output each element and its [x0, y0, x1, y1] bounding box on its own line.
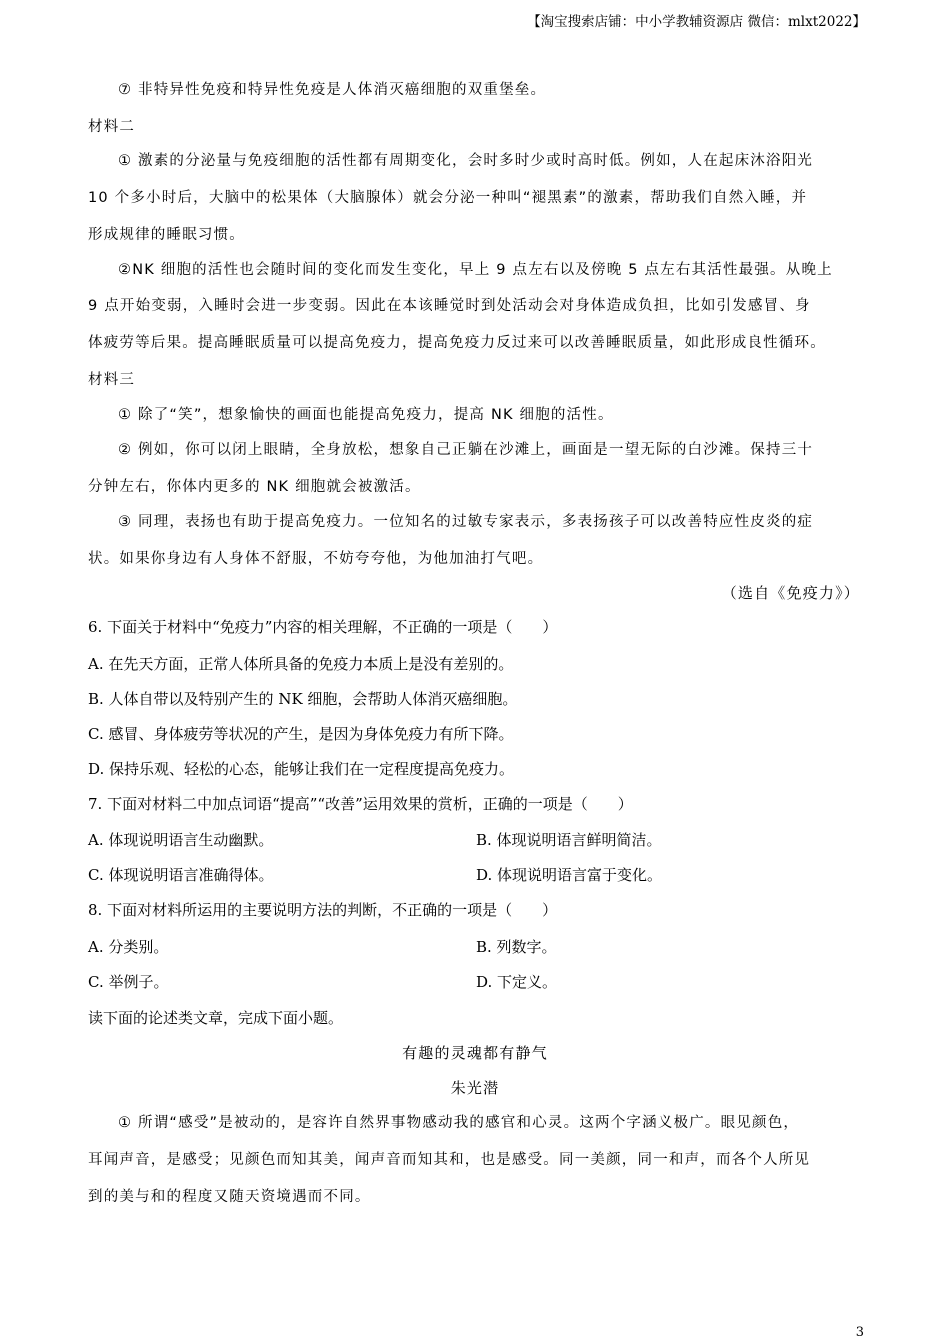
source-citation: （选自《免疫力》）	[721, 584, 860, 602]
material2-p1-line3: 形成规律的睡眠习惯。	[88, 227, 245, 243]
material2-p1-line2: 10 个多小时后，大脑中的松果体（大脑腺体）就会分泌一种叫“褪黑素”的激素，帮助我们自然入睡，并	[88, 190, 808, 206]
material2-p2-line2: 9 点开始变弱，入睡时会进一步变弱。因此在本该睡觉时到处活动会对身体造成负担，比如引发感冒、身	[88, 298, 811, 314]
question-6-option-d: D. 保持乐观、轻松的心态，能够让我们在一定程度提高免疫力。	[88, 760, 515, 778]
question-6-option-c: C. 感冒、身体疲劳等状况的产生，是因为身体免疫力有所下降。	[88, 725, 514, 743]
page-header: 【淘宝搜索店铺：中小学教辅资源店 微信：mlxt2022】	[527, 14, 866, 30]
material1-paragraph-7: ⑦ 非特异性免疫和特异性免疫是人体消灭癌细胞的双重堡垒。	[118, 82, 547, 98]
question-7-option-b: B. 体现说明语言鲜明简洁。	[476, 831, 662, 849]
essay-author: 朱光潜	[450, 1079, 500, 1097]
question-7-option-c: C. 体现说明语言准确得体。	[88, 866, 274, 884]
question-8-option-d: D. 下定义。	[476, 973, 558, 991]
page-number: 3	[855, 1325, 864, 1340]
question-7: 7. 下面对材料二中加点词语“提高”“改善”运用效果的赏析，正确的一项是（ ）	[88, 795, 633, 813]
material3-p3-line2: 状。如果你身边有人身体不舒服，不妨夸夸他，为他加油打气吧。	[88, 551, 544, 567]
essay-p1-line1: ① 所谓“感受”是被动的，是容许自然界事物感动我的感官和心灵。这两个字涵义极广。眼见颜色，	[118, 1115, 800, 1131]
material3-p3-line1: ③ 同理，表扬也有助于提高免疫力。一位知名的过敏专家表示，多表扬孩子可以改善特应性皮炎的症	[118, 514, 814, 530]
material3-p2-line1: ② 例如，你可以闭上眼睛，全身放松，想象自己正躺在沙滩上，画面是一望无际的白沙滩。保持三十	[118, 442, 814, 458]
material2-p2-line1: ②NK 细胞的活性也会随时间的变化而发生变化，早上 9 点左右以及傍晚 5 点左右其活性最强。从晚上	[118, 262, 833, 278]
question-6-option-b: B. 人体自带以及特别产生的 NK 细胞，会帮助人体消灭癌细胞。	[88, 690, 518, 708]
essay-p1-line2: 耳闻声音，是感受；见颜色而知其美，闻声音而知其和，也是感受。同一美颜，同一和声，而各个人所见	[88, 1152, 811, 1168]
question-6-option-a: A. 在先天方面，正常人体所具备的免疫力本质上是没有差别的。	[88, 655, 514, 673]
question-6: 6. 下面关于材料中“免疫力”内容的相关理解，不正确的一项是（ ）	[88, 618, 558, 636]
material2-p2-line3: 体疲劳等后果。提高睡眠质量可以提高免疫力，提高免疫力反过来可以改善睡眠质量，如此形成良性循环。	[88, 335, 826, 351]
question-8-option-c: C. 举例子。	[88, 973, 169, 991]
question-8-option-a: A. 分类别。	[88, 938, 169, 956]
material3-p2-line2: 分钟左右，你体内更多的 NK 细胞就会被激活。	[88, 479, 421, 495]
question-7-option-a: A. 体现说明语言生动幽默。	[88, 831, 274, 849]
essay-p1-line3: 到的美与和的程度又随天资境遇而不同。	[88, 1189, 371, 1205]
question-8-option-b: B. 列数字。	[476, 938, 557, 956]
material3-p1: ① 除了“笑”，想象愉快的画面也能提高免疫力，提高 NK 细胞的活性。	[118, 407, 614, 423]
question-7-option-d: D. 体现说明语言富于变化。	[476, 866, 663, 884]
material2-p1-line1: ① 激素的分泌量与免疫细胞的活性都有周期变化，会时多时少或时高时低。例如，人在起床沐浴阳光	[118, 153, 814, 169]
material3-title: 材料三	[88, 372, 136, 388]
material2-title: 材料二	[88, 119, 136, 135]
essay-title: 有趣的灵魂都有静气	[402, 1044, 548, 1062]
question-8: 8. 下面对材料所运用的主要说明方法的判断，不正确的一项是（ ）	[88, 901, 558, 919]
essay-intro: 读下面的论述类文章，完成下面小题。	[88, 1009, 344, 1027]
